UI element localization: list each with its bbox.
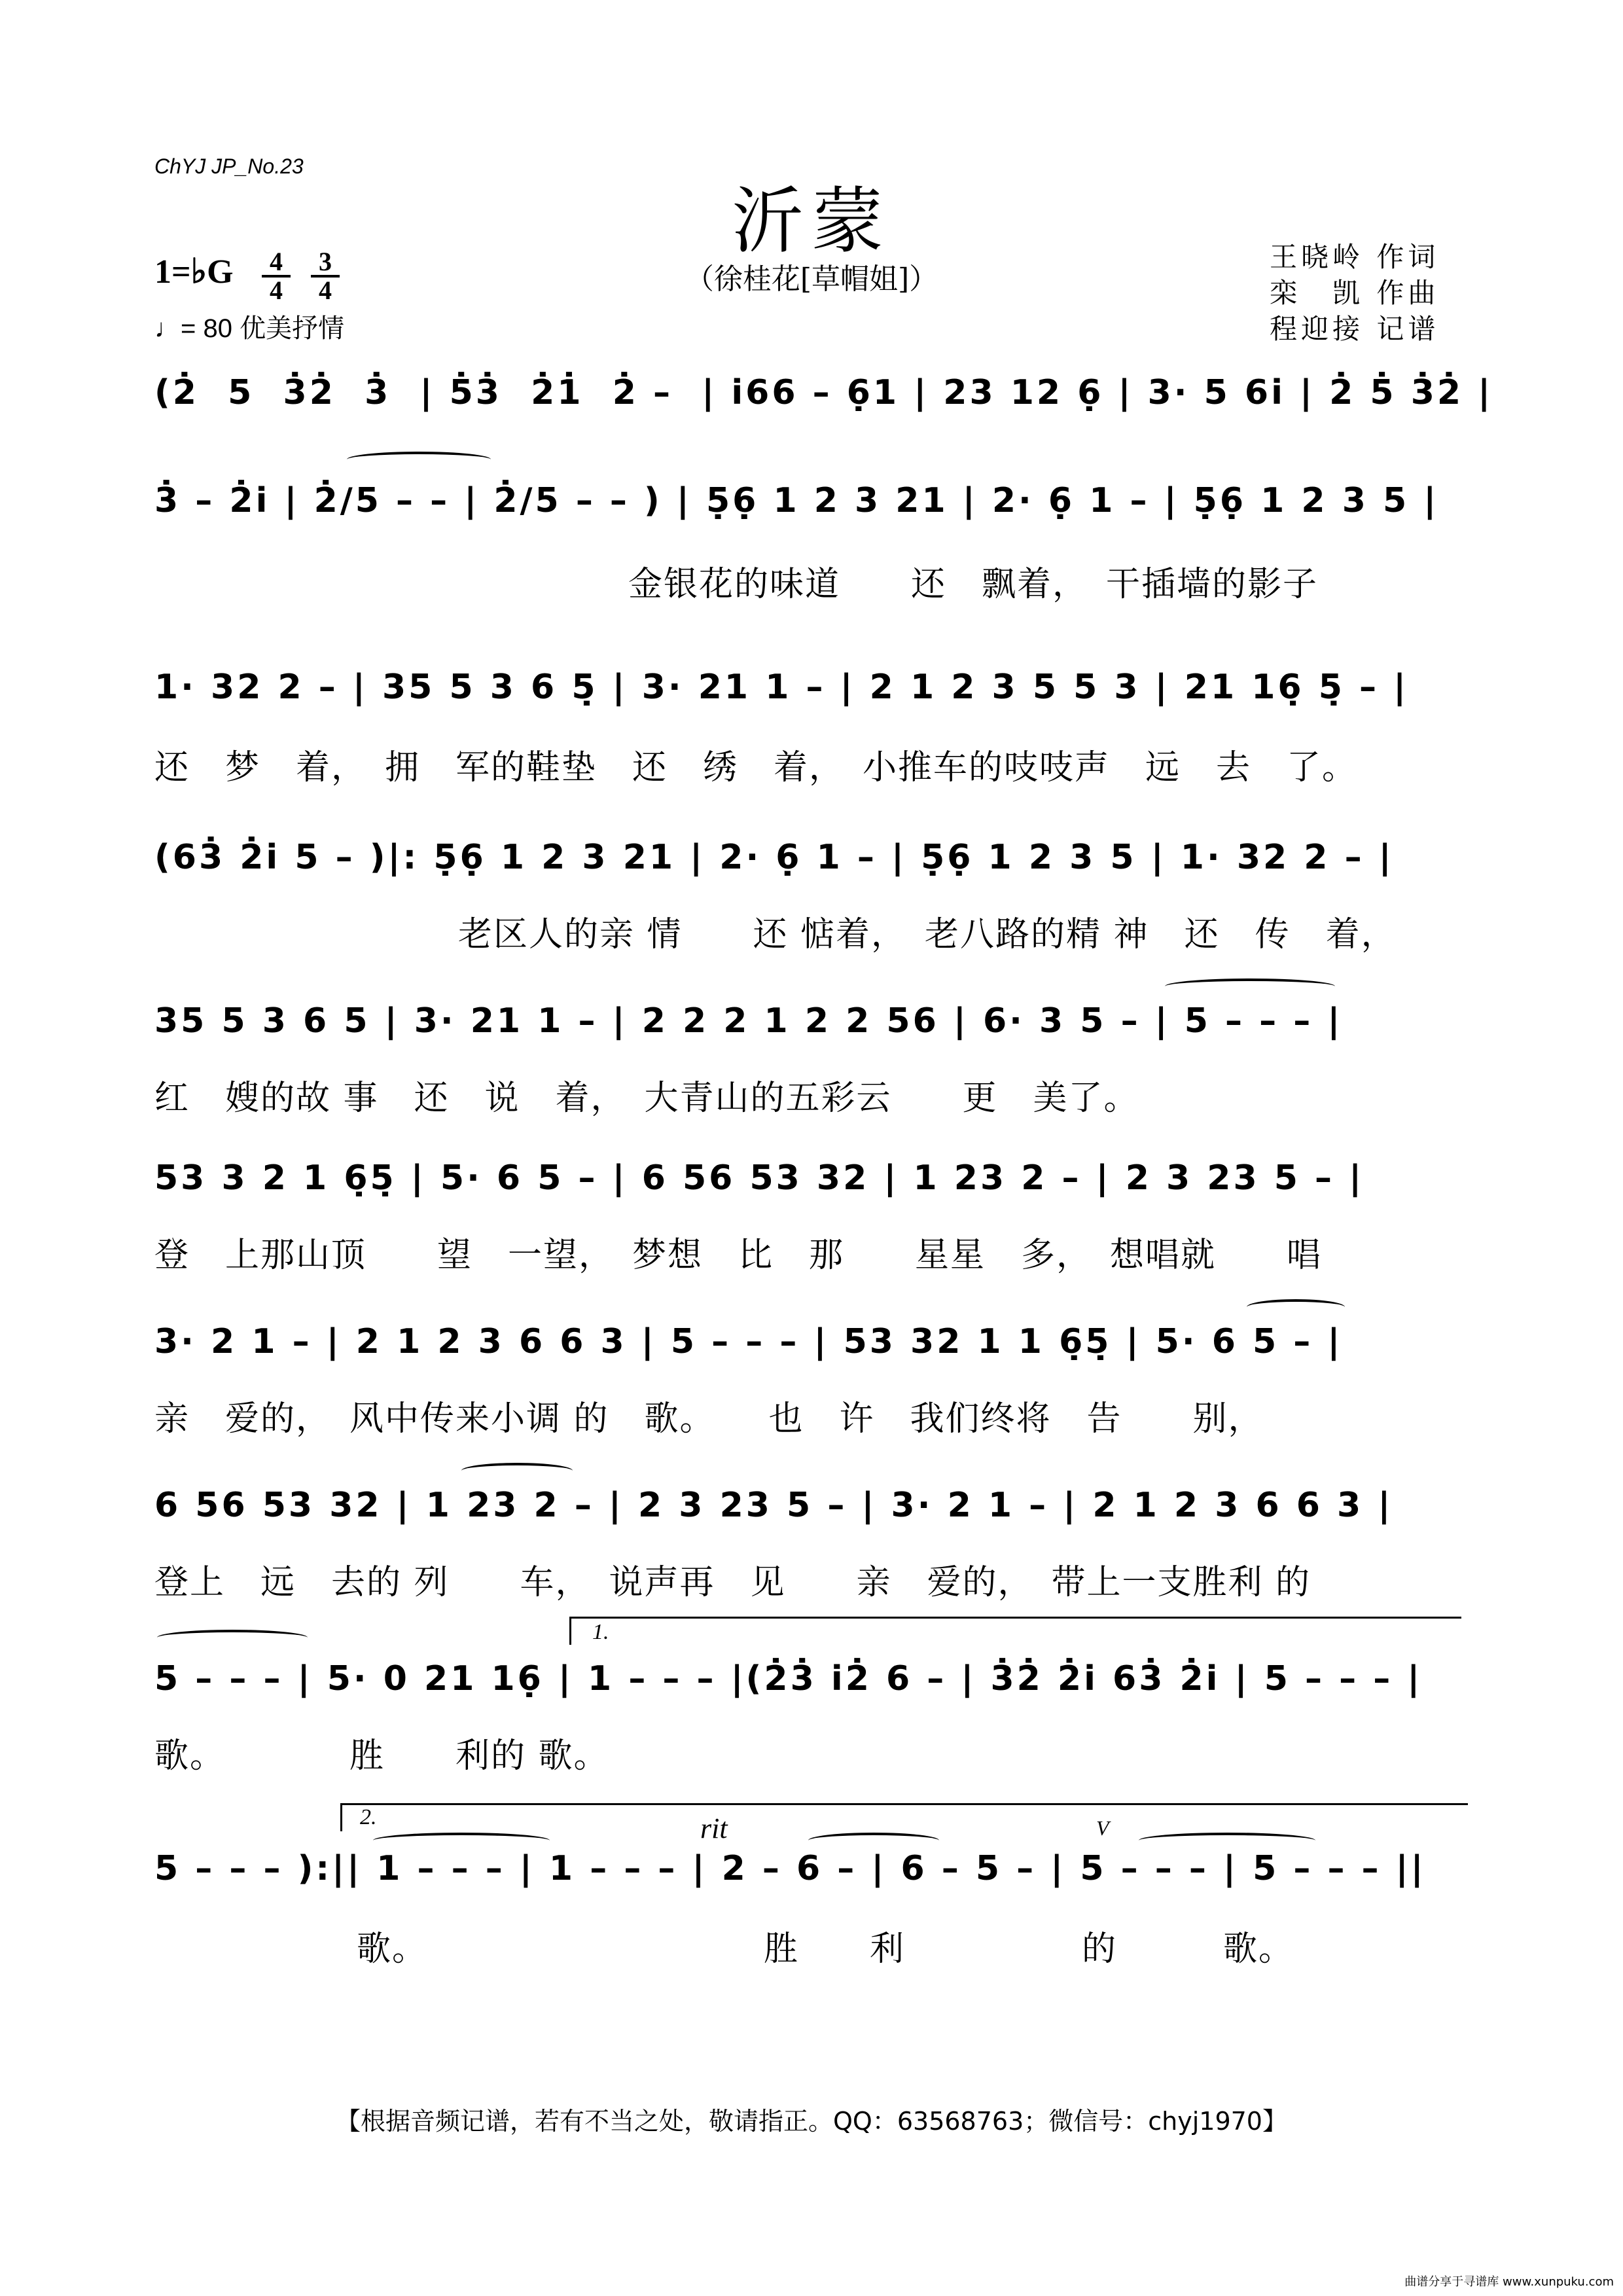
tie-slur — [1139, 1833, 1315, 1848]
second-ending-label: 2. — [360, 1805, 377, 1829]
key-signature: 1=♭G — [154, 253, 234, 291]
lyrics-line-5: 红 嫂的故 事 还 说 着， 大青山的五彩云 更 美了。 — [154, 1079, 1139, 1118]
notation-line-1: (2̇ 5 3̇2̇ 3̇ | 5̇3̇ 2̇1̇ 2̇ – | i66 – 6̣1 | 23 12 6̣ | 3· 5 6i | 2̇ 5̇ 3̇2̇ | — [154, 373, 1493, 412]
lyrics-line-3: 还 梦 着， 拥 军的鞋垫 还 绣 着， 小推车的吱吱声 远 去 了。 — [154, 748, 1358, 787]
site-watermark: 曲谱分享于寻谱库 www.xunpuku.com — [1404, 2275, 1614, 2289]
tie-slur — [808, 1833, 939, 1848]
lyrics-line-8: 登上 远 去的 列 车， 说声再 见 亲 爱的， 带上一支胜利 的 — [154, 1563, 1311, 1602]
lyrics-line-4: 老区人的亲 情 还 惦着， 老八路的精 神 还 传 着， — [458, 915, 1397, 954]
notation-line-4: (63̇ 2̇i 5 – )|: 5̣6̣ 1 2 3 21 | 2· 6̣ 1 – | 5̣6̣ 1 2 3 5 | 1· 32 2 – | — [154, 838, 1394, 877]
ritardando-marking: rit — [700, 1812, 728, 1844]
notation-line-3: 1· 32 2 – | 35 5 3 6 5̣ | 3· 21 1 – | 2 1 2 3 5 5 3 | 21 16̣ 5̣ – | — [154, 668, 1409, 707]
composer-credit: 栾 凯 作曲 — [1270, 277, 1440, 309]
tie-slur — [461, 1463, 573, 1479]
notation-line-7: 3· 2 1 – | 2 1 2 3 6 6 3 | 5 – – – | 53 32 1 1 6̣5̣ | 5· 6 5 – | — [154, 1322, 1343, 1361]
notation-line-2: 3̇ – 2̇i | 2̇/5 – – | 2̇/5 – – ) | 5̣6̣ 1 2 3 21 | 2· 6̣ 1 – | 5̣6̣ 1 2 3 5 | — [154, 481, 1439, 520]
catalog-number: ChYJ JP_No.23 — [154, 154, 304, 178]
lyrics-line-9: 歌。 胜 利的 歌。 — [154, 1736, 609, 1776]
tie-slur — [1165, 978, 1335, 994]
tie-slur — [157, 1630, 308, 1645]
first-ending-bracket — [569, 1617, 1461, 1645]
second-ending-bracket — [340, 1803, 1468, 1831]
breath-mark: V — [1096, 1816, 1109, 1840]
time-sig-bottom: 4 — [262, 275, 291, 304]
transcription-note: 【根据音频记谱，若有不当之处，敬请指正。QQ：63568763；微信号：chyj1970】 — [336, 2107, 1287, 2136]
tie-slur — [347, 452, 491, 467]
tie-slur — [373, 1833, 550, 1848]
time-sig-bottom: 4 — [311, 275, 340, 304]
time-signature-4-4 — [262, 249, 291, 304]
notation-line-9: 5 – – – | 5· 0 21 16̣ | 1 – – – |(2̇3̇ i2̇ 6 – | 3̇2̇ 2̇i 63̇ 2̇i | 5 – – – | — [154, 1659, 1423, 1698]
song-subtitle: （徐桂花[草帽姐]） — [685, 262, 938, 296]
lyrics-line-7: 亲 爱的， 风中传来小调 的 歌。 也 许 我们终将 告 别， — [154, 1399, 1264, 1439]
notation-line-5: 35 5 3 6 5 | 3· 21 1 – | 2 2 2 1 2 2 56 | 6· 3 5 – | 5 – – – | — [154, 1001, 1343, 1041]
notation-line-6: 53 3 2 1 6̣5̣ | 5· 6 5 – | 6 56 53 32 | 1 23 2 – | 2 3 23 5 – | — [154, 1158, 1364, 1198]
time-sig-top: 3 — [319, 247, 332, 276]
transcriber-credit: 程迎接 记谱 — [1270, 313, 1440, 345]
song-title: 沂蒙 — [732, 179, 891, 263]
time-signature-3-4 — [311, 249, 340, 304]
time-sig-top: 4 — [270, 247, 283, 276]
lyrics-line-2: 金银花的味道 还 飘着， 干插墙的影子 — [628, 565, 1319, 604]
notation-line-10: 5 – – – ):|| 1 – – – | 1 – – – | 2 – 6 – | 6 – 5 – | 5 – – – | 5 – – – || — [154, 1849, 1426, 1888]
first-ending-label: 1. — [592, 1620, 609, 1644]
notation-line-8: 6 56 53 32 | 1 23 2 – | 2 3 23 5 – | 3· 2 1 – | 2 1 2 3 6 6 3 | — [154, 1486, 1393, 1525]
tempo-marking: ♩= 80 优美抒情 — [154, 314, 345, 343]
lyrics-line-6: 登 上那山顶 望 一望， 梦想 比 那 星星 多， 想唱就 唱 — [154, 1236, 1323, 1275]
lyricist-credit: 王晓岭 作词 — [1270, 241, 1440, 273]
tie-slur — [1247, 1299, 1345, 1315]
lyrics-line-10: 歌。 胜 利 的 歌。 — [357, 1929, 1294, 1969]
